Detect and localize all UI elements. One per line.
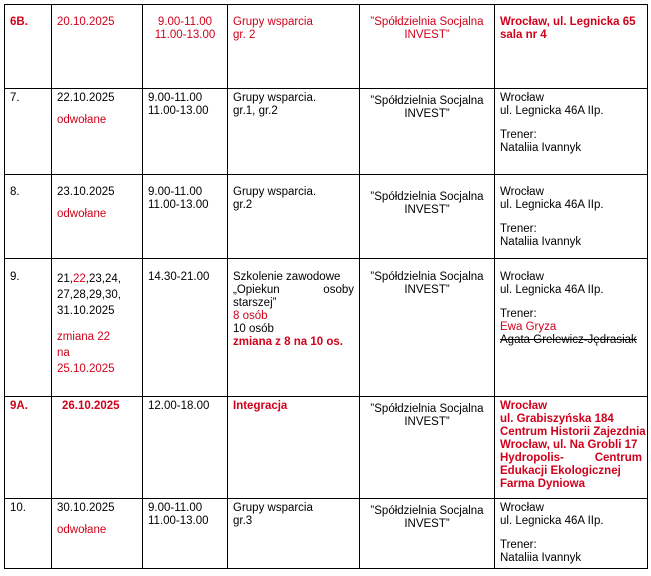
change-note-line: na (57, 347, 70, 359)
topic-line: gr.2 (233, 199, 253, 211)
organizer-line: ”Spółdzielnia Socjalna (370, 403, 484, 415)
organizer-line: ”Spółdzielnia Socjalna (370, 191, 484, 203)
topic-line: gr.3 (233, 515, 253, 527)
place-line: Wrocław (500, 400, 548, 412)
place-line: Hydropolis- Centrum Edukacji Ekologicznej (500, 452, 642, 477)
row-number: 9. (10, 271, 20, 283)
cell-topic (228, 5, 360, 89)
cell-date (52, 175, 143, 259)
time-slot: 11.00-13.00 (154, 29, 216, 41)
cell-date (52, 499, 143, 569)
table-row-7 (5, 89, 648, 175)
organizer-line: ”Spółdzielnia Socjalna (370, 505, 484, 517)
time-slot: 11.00-13.00 (148, 199, 209, 211)
row-number: 6B. (10, 16, 28, 28)
time-slot: 12.00-18.00 (148, 400, 210, 412)
cell-date (52, 397, 143, 499)
date-list-line-3: 31.10.2025 (57, 305, 115, 317)
row-number: 10. (10, 502, 26, 514)
cell-place (495, 397, 648, 499)
topic-line: Grupy wsparcia. (233, 186, 317, 198)
cell-time (143, 397, 228, 499)
cell-place (495, 175, 648, 259)
participants-new: 10 osób (233, 323, 274, 335)
place-line: sala nr 4 (500, 29, 547, 41)
cell-topic (228, 259, 360, 397)
time-slot: 9.00-11.00 (157, 16, 213, 28)
topic-line: „Opiekun osoby starszej” (233, 284, 354, 309)
time-slot: 11.00-13.00 (148, 105, 209, 117)
place-line: ul. Legnicka 46A IIp. (500, 199, 604, 211)
organizer-line: ”Spółdzielnia Socjalna (370, 271, 484, 283)
cell-place (495, 259, 648, 397)
topic-line: gr. 2 (233, 29, 256, 41)
cell-place (495, 5, 648, 89)
place-line: Wrocław (500, 186, 544, 198)
place-line: Wrocław (500, 92, 544, 104)
topic-line: gr.1, gr.2 (233, 105, 278, 117)
place-line: Wrocław, ul. Na Grobli 17 (500, 439, 638, 451)
cell-number (5, 259, 52, 397)
event-date: 26.10.2025 (62, 400, 120, 412)
event-date: 20.10.2025 (57, 16, 115, 28)
cell-organizer (360, 259, 495, 397)
cell-place (495, 89, 648, 175)
cell-topic (228, 499, 360, 569)
cell-date (52, 89, 143, 175)
cell-topic (228, 397, 360, 499)
change-note-line: 25.10.2025 (57, 363, 115, 375)
trainer-label: Trener: (500, 129, 537, 141)
trainer-label: Trener: (500, 539, 537, 551)
trainer-name: Ewa Gryza (500, 321, 557, 333)
trainer-removed: Agata Grelewicz-Jędrasiak (500, 334, 637, 346)
time-slot: 9.00-11.00 (148, 92, 203, 104)
organizer-line: INVEST” (404, 29, 450, 41)
trainer-label: Trener: (500, 308, 537, 320)
table-row-9 (5, 259, 648, 397)
cell-topic (228, 175, 360, 259)
cell-time (143, 5, 228, 89)
trainer-name: Nataliia Ivannyk (500, 142, 582, 154)
place-line: ul. Legnicka 46A IIp. (500, 284, 604, 296)
trainer-name: Nataliia Ivannyk (500, 236, 582, 248)
cell-date (52, 5, 143, 89)
topic-line: Integracja (233, 400, 288, 412)
time-slot: 11.00-13.00 (148, 515, 209, 527)
cell-time (143, 259, 228, 397)
organizer-line: INVEST” (404, 108, 450, 120)
cell-place (495, 499, 648, 569)
place-line: ul. Legnicka 46A IIp. (500, 105, 604, 117)
cell-number (5, 5, 52, 89)
row-number: 9A. (10, 400, 28, 412)
organizer-line: ”Spółdzielnia Socjalna (370, 16, 484, 28)
topic-line: Grupy wsparcia (233, 502, 313, 514)
cell-time (143, 499, 228, 569)
cell-number (5, 175, 52, 259)
place-line: Centrum Historii Zajezdnia (500, 426, 646, 438)
topic-line: Grupy wsparcia (233, 16, 313, 28)
time-slot: 9.00-11.00 (148, 502, 203, 514)
cell-number (5, 397, 52, 499)
row-number: 8. (10, 186, 20, 198)
organizer-line: INVEST” (404, 518, 450, 530)
participants-change: zmiana z 8 na 10 os. (233, 336, 343, 348)
event-date: 23.10.2025 (57, 186, 115, 198)
organizer-line: INVEST” (404, 204, 450, 216)
time-slot: 9.00-11.00 (148, 186, 203, 198)
status-cancelled: odwołane (57, 208, 107, 220)
row-number: 7. (10, 92, 20, 104)
schedule-table (4, 4, 648, 569)
topic-line: Grupy wsparcia. (233, 92, 317, 104)
place-line: ul. Grabiszyńska 184 (500, 413, 614, 425)
change-note-line: zmiana 22 (57, 331, 111, 343)
participants-old: 8 osób (233, 310, 268, 322)
cell-date (52, 259, 143, 397)
status-cancelled: odwołane (57, 524, 107, 536)
time-slot: 14.30-21.00 (148, 271, 210, 283)
table-row-8 (5, 175, 648, 259)
cell-organizer (360, 89, 495, 175)
cell-organizer (360, 397, 495, 499)
organizer-line: INVEST” (404, 284, 450, 296)
place-line: Wrocław, ul. Legnicka 65 (500, 16, 636, 28)
event-date: 22.10.2025 (57, 92, 115, 104)
organizer-line: ”Spółdzielnia Socjalna (370, 95, 484, 107)
organizer-line: INVEST” (404, 416, 450, 428)
cell-time (143, 89, 228, 175)
place-line: Wrocław (500, 271, 544, 283)
status-cancelled: odwołane (57, 114, 107, 126)
cell-organizer (360, 5, 495, 89)
table-row-9a (5, 397, 648, 499)
date-list-line-1: 21,22,23,24, (57, 273, 121, 285)
table-row-6b (5, 5, 648, 89)
trainer-name: Nataliia Ivannyk (500, 552, 582, 564)
place-line: Farma Dyniowa (500, 478, 585, 490)
table-row-10 (5, 499, 648, 569)
place-line: ul. Legnicka 46A IIp. (500, 515, 604, 527)
cell-number (5, 89, 52, 175)
cell-organizer (360, 175, 495, 259)
topic-line: Szkolenie zawodowe (233, 271, 341, 283)
cell-organizer (360, 499, 495, 569)
trainer-label: Trener: (500, 223, 537, 235)
changed-date: 22 (73, 273, 86, 285)
event-date: 30.10.2025 (57, 502, 115, 514)
cell-number (5, 499, 52, 569)
place-line: Wrocław (500, 502, 544, 514)
cell-topic (228, 89, 360, 175)
cell-time (143, 175, 228, 259)
date-list-line-2: 27,28,29,30, (57, 289, 121, 301)
